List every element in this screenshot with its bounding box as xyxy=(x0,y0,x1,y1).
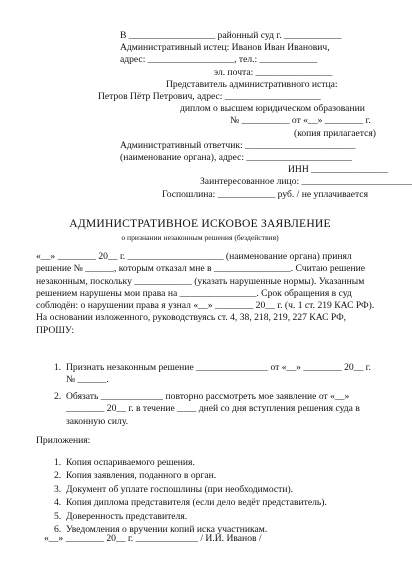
list-item-number: 1. xyxy=(54,362,62,373)
body-paragraph-2: На основании изложенного, руководствуясь ст. 4, 38, 218, 219, 227 КАС РФ, xyxy=(36,312,347,324)
signature-line: «__» ________ 20__ г. _____________ / И.И. Иванов / xyxy=(44,533,262,544)
document-header xyxy=(98,30,412,201)
defendant-line: Административный ответчик: _______________________ xyxy=(120,139,356,151)
list-item-text: Копия заявления, поданного в орган. xyxy=(66,470,217,482)
list-item-number: 6. xyxy=(54,524,62,536)
list-item xyxy=(54,483,374,496)
list-item-number: 4. xyxy=(54,497,62,509)
list-item-text: Обязать _____________ повторно рассмотреть мое заявление от «__» ________ 20__ г. в течение ____ дней со дня вступления решения суда в законную силу. xyxy=(66,390,360,427)
requests-list xyxy=(54,362,374,432)
request-word: ПРОШУ: xyxy=(36,324,75,336)
list-item-number: 5. xyxy=(54,510,62,522)
document-title: АДМИНИСТРАТИВНОЕ ИСКОВОЕ ЗАЯВЛЕНИЕ xyxy=(69,217,331,230)
document-subtitle: о признании незаконным решения (бездействия) xyxy=(121,233,279,242)
representative-title: Представитель административного истца: xyxy=(166,78,338,90)
plaintiff-email-line: эл. почта: ________________ xyxy=(214,66,333,78)
list-item-text: Документ об уплате госпошлины (при необходимости). xyxy=(66,483,294,495)
inn-line: ИНН ________________ xyxy=(288,164,388,176)
list-item xyxy=(54,362,374,387)
list-item xyxy=(54,510,374,523)
list-item-number: 2. xyxy=(54,390,62,402)
defendant-address-line: (наименование органа), адрес: ______________________ xyxy=(120,152,353,164)
interested-line: Заинтересованное лицо: _______________________ xyxy=(200,176,412,188)
list-item-number: 3. xyxy=(54,483,62,495)
document-body xyxy=(36,251,381,337)
list-item-number: 1. xyxy=(54,457,62,468)
diploma-number-line: № __________ от «__» ________ г. xyxy=(230,115,371,127)
list-item-text: Доверенность представителя. xyxy=(66,510,188,522)
list-item-text: Копия оспариваемого решения. xyxy=(66,457,195,468)
list-item-text: Уведомления о вручении копий иска участникам. xyxy=(66,524,268,536)
list-item-text: Признать незаконным решение _______________ от «__» ________ 20__ г. № ______. xyxy=(66,362,371,386)
plaintiff-address-line: адрес: __________________, тел.: ____________ xyxy=(120,54,318,66)
list-item xyxy=(54,496,374,509)
list-item xyxy=(54,456,374,469)
plaintiff-line: Административный истец: Иванов Иван Иванович, xyxy=(120,42,330,54)
fee-line: Госпошлина: ____________ руб. / не уплачивается xyxy=(162,188,368,200)
body-paragraph-1: «__» ________ 20__ г. ____________________ (наименование органа) принял решение № ______, которым отказал мне в ________________. Считаю решение незаконным, поскольку ____________ (указать нарушенные нормы). Указанным решением нарушены мои права на ________________. Срок обращения в суд соблюдён: о нарушении права я узнал «__» ________ 20__ г. (ч. 1 ст. 219 КАС РФ). xyxy=(36,251,375,312)
representative-line: Петров Пётр Петрович, адрес: ____________________ xyxy=(98,91,321,103)
attachments-heading: Приложения: xyxy=(36,435,91,446)
diploma-line: диплом о высшем юридическом образовании xyxy=(180,103,365,115)
attachments-list xyxy=(54,456,374,536)
list-item xyxy=(54,391,374,428)
list-item-text: Копия диплома представителя (если дело ведёт представитель). xyxy=(66,497,327,509)
diploma-copy-line: (копия прилагается) xyxy=(294,127,376,139)
court-line: В __________________ районный суд г. ____________ xyxy=(120,30,342,41)
list-item-number: 2. xyxy=(54,470,62,482)
list-item xyxy=(54,469,374,482)
